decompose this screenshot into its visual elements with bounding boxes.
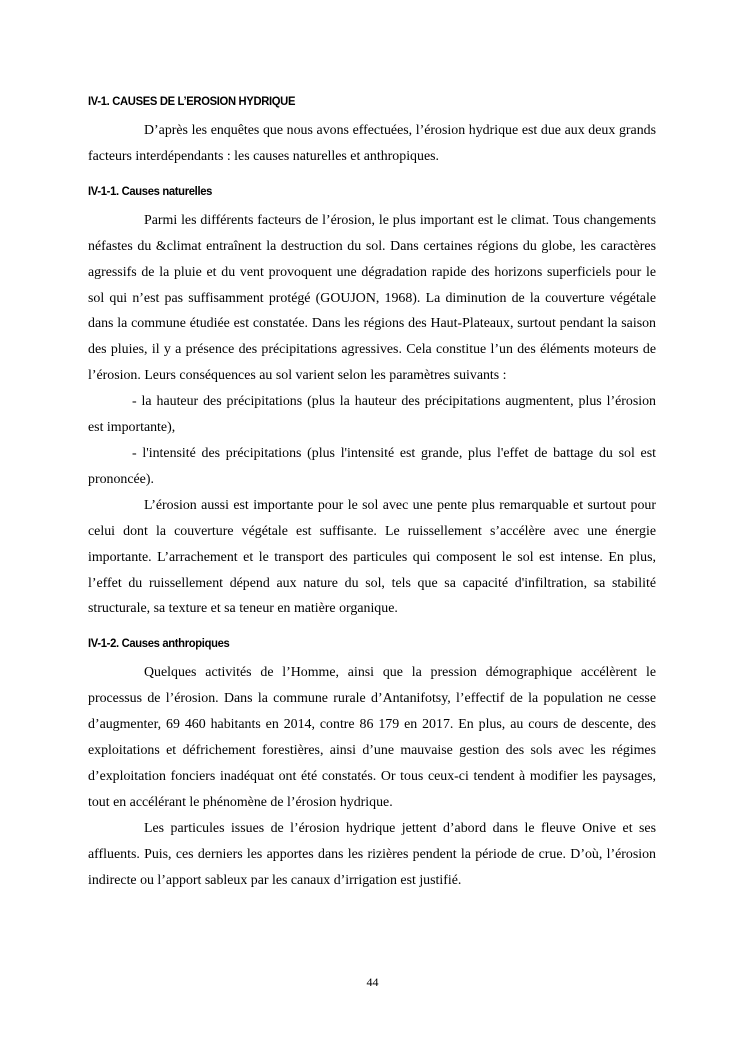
natural-causes-heading: IV-1-1. Causes naturelles: [88, 183, 213, 198]
section-heading: IV-1. CAUSES DE L’EROSION HYDRIQUE: [88, 94, 296, 108]
natural-causes-paragraph: Parmi les différents facteurs de l’érosion, le plus important est le climat. Tous changements néfastes du &climat entraînent la destruction du sol. Dans certaines régions du globe, les caractères agressifs de la pluie et du vent provoquent une dégradation rapide des horizons superficiels pour le sol qui n’est pas suffisamment protégé (GOUJON, 1968). La diminution de la couverture végétale dans la commune étudiée est constatée. Dans les régions des Haut-Plateaux, surtout pendant la saison des pluies, il y a présence des précipitations agressives. Cela constitue l’un des éléments moteurs de l’érosion. Leurs conséquences au sol varient selon les paramètres suivants :: [88, 212, 656, 384]
anthropic-causes-paragraph: Quelques activités de l’Homme, ainsi que la pression démographique accélèrent le processus de l’érosion. Dans la commune rurale d’Antanifotsy, l’effectif de la population ne cesse d’augmenter, 69 460 habitants en 2014, contre 86 179 en 2017. En plus, au cours de descente, des exploitations et défrichement forestières, ainsi d’une mauvaise gestion des sols avec les régimes d’exploitation fonciers inadéquat ont été constatés. Or tous ceux-ci tendent à modifier les paysages, tout en accélérant le phénomène de l’érosion hydrique.: [88, 665, 656, 810]
bullet-precipitation-height: - la hauteur des précipitations (plus la hauteur des précipitations augmentent, plus l’érosion est importante),: [88, 394, 656, 436]
bullet-precipitation-intensity: - l'intensité des précipitations (plus l'intensité est grande, plus l'effet de battage du sol est prononcée).: [88, 445, 656, 487]
document-page: [88, 86, 656, 893]
page-number: 44: [366, 975, 379, 989]
slope-paragraph: L’érosion aussi est importante pour le sol avec une pente plus remarquable et surtout pour celui dont la couverture végétale est suffisante. Le ruissellement s’accélère avec une énergie importante. L’arrachement et le transport des particules qui composent le sol est intense. En plus, l’effet du ruissellement dépend aux nature du sol, tels que sa capacité d'infiltration, sa stabilité structurale, sa texture et sa teneur en matière organique.: [88, 497, 656, 617]
anthropic-causes-heading: IV-1-2. Causes anthropiques: [88, 636, 230, 651]
particles-paragraph: Les particules issues de l’érosion hydrique jettent d’abord dans le fleuve Onive et ses affluents. Puis, ces derniers les apportes dans les rizières pendent la période de crue. D’où, l’érosion indirecte ou l’apport sableux par les canaux d’irrigation est justifié.: [88, 820, 656, 888]
intro-paragraph: D’après les enquêtes que nous avons effectuées, l’érosion hydrique est due aux deux grands facteurs interdépendants : les causes naturelles et anthropiques.: [88, 123, 656, 164]
